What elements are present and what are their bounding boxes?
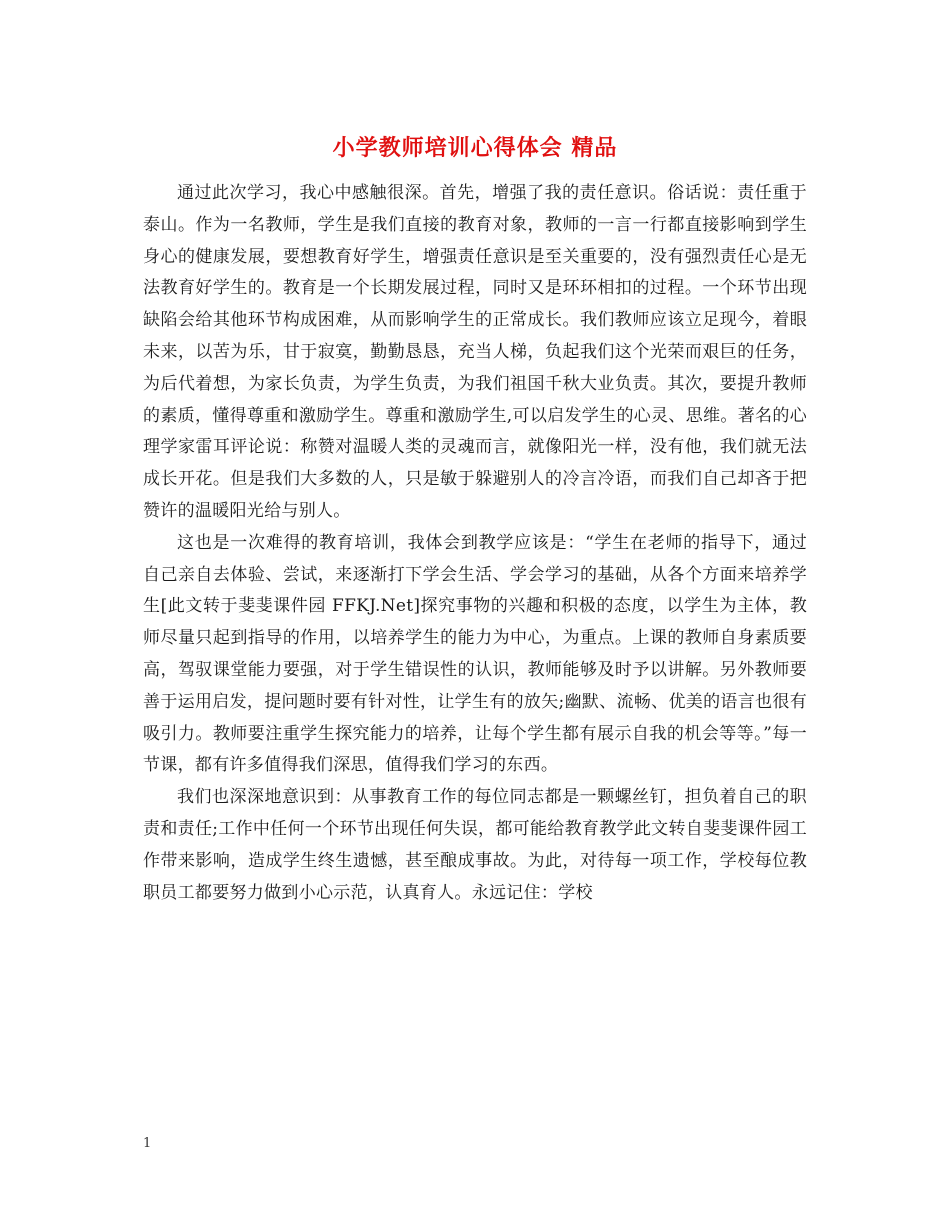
page-number: 1 bbox=[143, 1136, 152, 1151]
paragraph-1: 通过此次学习，我心中感触很深。首先，增强了我的责任意识。俗话说：责任重于泰山。作为一名教师，学生是我们直接的教育对象，教师的一言一行都直接影响到学生身心的健康发展，要想教育好学生，增强责任意识是至关重要的，没有强烈责任心是无法教育好学生的。教育是一个长期发展过程，同时又是环环相扣的过程。一个环节出现缺陷会给其他环节构成困难，从而影响学生的正常成长。我们教师应该立足现今，着眼未来，以苦为乐，甘于寂寞，勤勤恳恳，充当人梯，负起我们这个光荣而艰巨的任务，为后代着想，为家长负责，为学生负责，为我们祖国千秋大业负责。其次，要提升教师的素质，懂得尊重和激励学生。尊重和激励学生,可以启发学生的心灵、思维。著名的心理学家雷耳评论说：称赞对温暖人类的灵魂而言，就像阳光一样，没有他，我们就无法成长开花。但是我们大多数的人，只是敏于躲避别人的冷言冷语，而我们自己却吝于把赞许的温暖阳光给与别人。 bbox=[143, 183, 807, 521]
document-body bbox=[143, 178, 807, 909]
document-title: 小学教师培训心得体会 精品 bbox=[332, 135, 618, 161]
paragraph-3: 我们也深深地意识到：从事教育工作的每位同志都是一颗螺丝钉，担负着自己的职责和责任;工作中任何一个环节出现任何失误，都可能给教育教学此文转自斐斐课件园工作带来影响，造成学生终生遗憾，甚至酿成事故。为此，对待每一项工作，学校每位教职员工都要努力做到小心示范，认真育人。永远记住：学校 bbox=[143, 787, 807, 903]
paragraph-2: 这也是一次难得的教育培训，我体会到教学应该是：“学生在老师的指导下，通过自己亲自去体验、尝试，来逐渐打下学会生活、学会学习的基础，从各个方面来培养学生[此文转于斐斐课件园 FFKJ.Net]探究事物的兴趣和积极的态度，以学生为主体，教师尽量只起到指导的作用，以培养学生的能力为中心，为重点。上课的教师自身素质要高，驾驭课堂能力要强，对于学生错误性的认识，教师能够及时予以讲解。另外教师要善于运用启发，提问题时要有针对性，让学生有的放矢;幽默、流畅、优美的语言也很有吸引力。教师要注重学生探究能力的培养，让每个学生都有展示自我的机会等等。”每一节课，都有许多值得我们深思，值得我们学习的东西。 bbox=[143, 532, 807, 776]
